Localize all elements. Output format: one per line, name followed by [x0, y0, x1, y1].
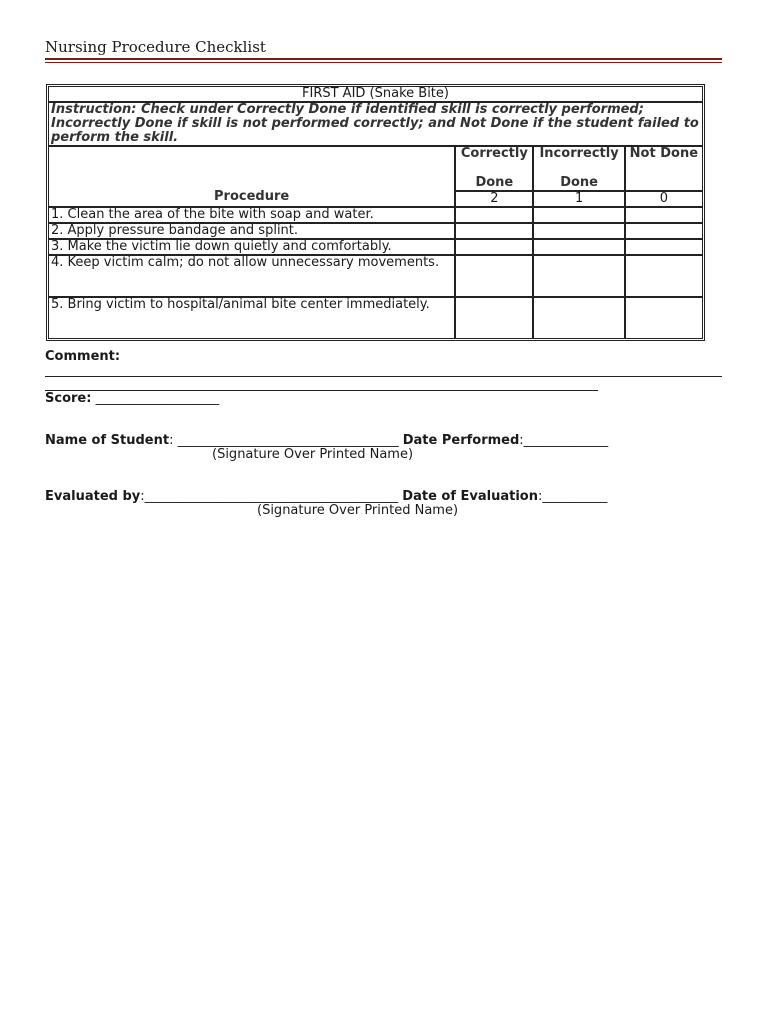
signature-note: (Signature Over Printed Name) [212, 447, 414, 462]
not-done-checkbox[interactable] [625, 207, 703, 223]
correctly-done-line2: Done [475, 175, 514, 190]
score-field[interactable] [45, 391, 219, 406]
correctly-done-header [455, 146, 533, 191]
procedure-step: 3. Make the victim lie down quietly and comfortably. [48, 239, 455, 255]
incorrectly-done-line2: Done [560, 175, 598, 190]
procedure-header: Procedure [48, 146, 455, 207]
correctly-done-checkbox[interactable] [455, 239, 533, 255]
date-performed-blank: :_____________ [519, 433, 609, 448]
not-done-line1: Not Done [629, 146, 699, 161]
header-rule-thin [45, 62, 722, 63]
incorrectly-done-checkbox[interactable] [533, 239, 624, 255]
score-blank: ___________________ [95, 391, 220, 406]
score-label: Score: [45, 391, 92, 406]
student-blank: : __________________________________ [169, 433, 399, 448]
not-done-header [625, 146, 703, 191]
correctly-done-checkbox[interactable] [455, 223, 533, 239]
student-label: Name of Student [45, 433, 170, 448]
date-performed-label: Date Performed [402, 433, 520, 448]
instruction-text: Instruction: Check under Correctly Done if identified skill is correctly performed; Incorrectly Done if skill is not performed correctly; and Not Done if the student failed to perform the skill. [48, 102, 703, 146]
correctly-done-checkbox[interactable] [455, 255, 533, 297]
procedure-step: 4. Keep victim calm; do not allow unnecessary movements. [48, 255, 455, 297]
correctly-done-line1: Correctly [460, 146, 528, 161]
comment-line-1[interactable] [45, 376, 722, 377]
incorrectly-done-checkbox[interactable] [533, 255, 624, 297]
correctly-done-checkbox[interactable] [455, 297, 533, 339]
evaluated-blank: :_______________________________________ [140, 489, 399, 504]
comment-label: Comment: [45, 349, 121, 364]
not-done-checkbox[interactable] [625, 239, 703, 255]
correctly-done-score: 2 [455, 191, 533, 207]
not-done-checkbox[interactable] [625, 223, 703, 239]
correctly-done-checkbox[interactable] [455, 207, 533, 223]
procedure-step: 5. Bring victim to hospital/animal bite center immediately. [48, 297, 455, 339]
date-evaluation-blank: :__________ [538, 489, 608, 504]
incorrectly-done-checkbox[interactable] [533, 223, 624, 239]
incorrectly-done-checkbox[interactable] [533, 207, 624, 223]
table-title: FIRST AID (Snake Bite) [48, 86, 703, 102]
incorrectly-done-line1: Incorrectly [539, 146, 619, 161]
evaluated-label: Evaluated by [45, 489, 141, 504]
incorrectly-done-score: 1 [533, 191, 624, 207]
incorrectly-done-header [533, 146, 624, 191]
procedure-step: 2. Apply pressure bandage and splint. [48, 223, 455, 239]
date-evaluation-label: Date of Evaluation [402, 489, 538, 504]
not-done-checkbox[interactable] [625, 297, 703, 339]
incorrectly-done-checkbox[interactable] [533, 297, 624, 339]
not-done-score: 0 [625, 191, 703, 207]
header-rule [45, 58, 722, 60]
signature-note-evaluator: (Signature Over Printed Name) [257, 503, 459, 518]
checklist-table [48, 86, 703, 339]
evaluator-field[interactable] [45, 489, 607, 504]
page-title: Nursing Procedure Checklist [45, 38, 266, 56]
student-field[interactable] [45, 433, 608, 448]
not-done-checkbox[interactable] [625, 255, 703, 297]
procedure-step: 1. Clean the area of the bite with soap and water. [48, 207, 455, 223]
checklist-table-frame [46, 84, 705, 341]
